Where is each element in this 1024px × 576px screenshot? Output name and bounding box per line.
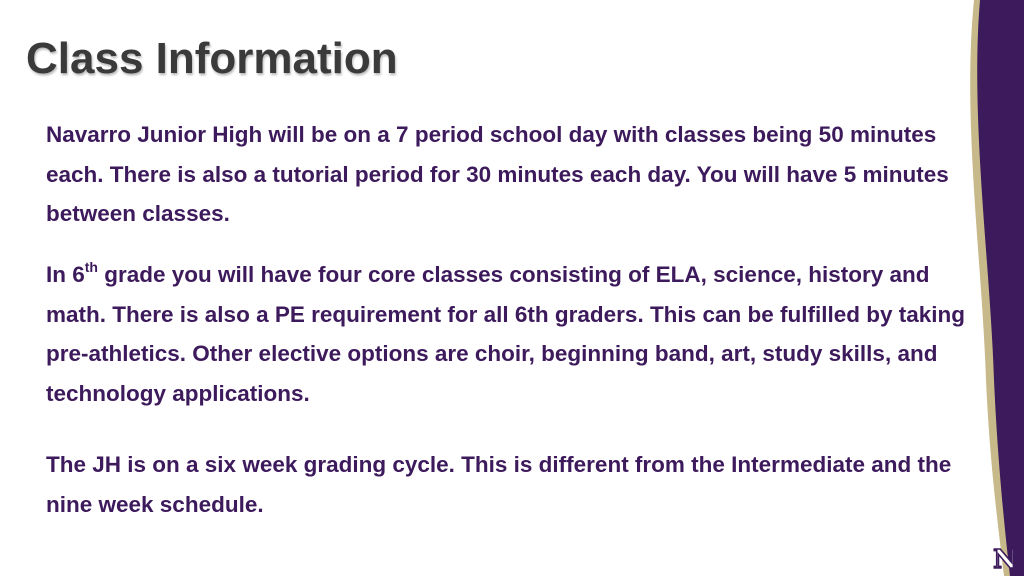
slide-title: Class Information: [26, 34, 398, 83]
logo-letter: N: [993, 545, 1017, 572]
paragraph-grading: The JH is on a six week grading cycle. This is different from the Intermediate and the nine week schedule.: [46, 452, 952, 517]
n-logo-icon: [990, 544, 1020, 572]
paragraph-classes-prefix: In 6: [46, 262, 85, 287]
paragraph-classes: [46, 255, 976, 413]
ordinal-superscript: th: [84, 258, 98, 275]
paragraph-schedule: Navarro Junior High will be on a 7 period school day with classes being 50 minutes each. There is also a tutorial period for 30 minutes each day. You will have 5 minutes between classes.: [46, 122, 949, 226]
paragraph-classes-rest: grade you will have four core classes consisting of ELA, science, history and math. There is also a PE requirement for all 6th graders. This can be fulfilled by taking pre-athletics. Other elective options are choir, beginning band, art, study skills, and technology applications.: [46, 262, 965, 406]
